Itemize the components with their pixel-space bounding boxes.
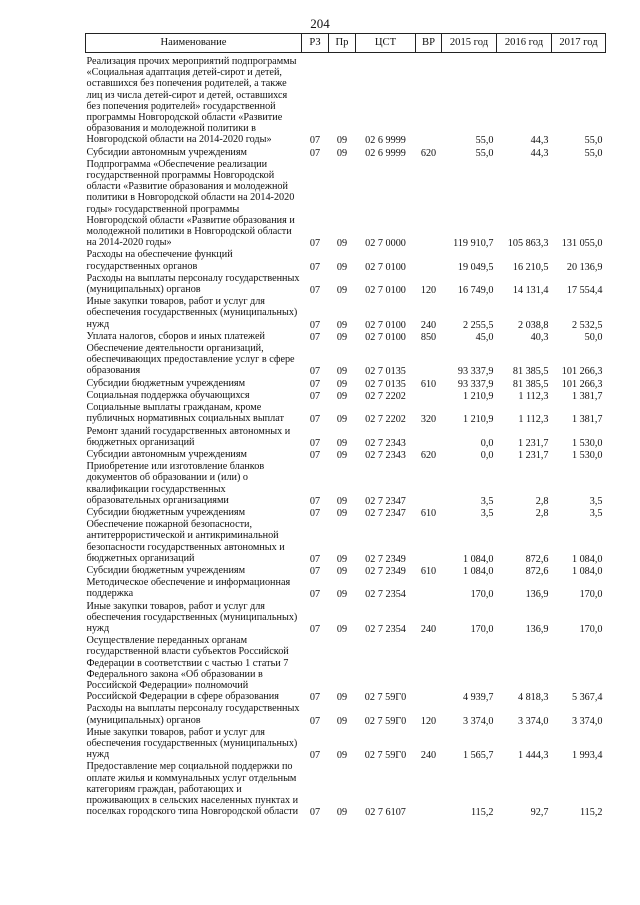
cell-pr: 09 — [336, 437, 348, 449]
table-row — [86, 273, 606, 296]
cell-vr: 850 — [420, 331, 437, 343]
cell-2017: 1 381,7 — [571, 414, 603, 426]
cell-name: Расходы на обеспечение функций государственных органов — [86, 249, 233, 272]
cell-2015: 16 749,0 — [457, 285, 494, 297]
cell-name: Расходы на выплаты персоналу государственных (муниципальных) органов — [86, 703, 300, 726]
column-header-2017: 2017 год — [552, 34, 606, 53]
cell-name: Подпрограмма «Обеспечение реализации государственной программы Новгородской области «Развитие образования и молодежной политики в Новгородской области на 2014-2020 годы» государственной программы Новгородской области «Развитие образования и молодежной политики в Новгородской области на 2014-2020 годы» — [86, 158, 295, 249]
cell-pr: 09 — [336, 378, 348, 390]
table-row — [86, 378, 606, 390]
cell-cst: 02 7 0135 — [365, 378, 406, 390]
table-row — [86, 390, 606, 402]
cell-2017: 1 381,7 — [571, 390, 603, 402]
cell-2016: 1 112,3 — [518, 390, 549, 402]
cell-name: Расходы на выплаты персоналу государственных (муниципальных) органов — [86, 272, 300, 296]
cell-pr: 09 — [336, 261, 348, 273]
cell-rz: 07 — [309, 285, 321, 297]
cell-name: Осуществление переданных органам государственной власти субъектов Российской Федерации в соответствии с частью 1 статьи 7 Федерального закона «Об образовании в Российской Федерации» полномочий Российской Федерации в сфере образования — [86, 635, 289, 703]
cell-2015: 55,0 — [475, 135, 494, 147]
cell-name: Иные закупки товаров, работ и услуг для обеспечения государственных (муниципальных) нужд — [86, 600, 298, 634]
cell-2017: 170,0 — [579, 623, 603, 635]
cell-vr — [416, 519, 442, 565]
cell-2015: 45,0 — [475, 331, 494, 343]
table-row — [86, 703, 606, 726]
cell-rz: 07 — [309, 553, 321, 565]
cell-pr: 09 — [336, 331, 348, 343]
cell-rz: 07 — [309, 331, 321, 343]
cell-2016: 92,7 — [530, 807, 549, 819]
table-row — [86, 577, 606, 600]
cell-2015: 93 337,9 — [457, 366, 494, 378]
cell-pr: 09 — [336, 589, 348, 601]
cell-2017: 20 136,9 — [566, 261, 603, 273]
cell-pr: 09 — [336, 507, 348, 519]
cell-2015: 1 084,0 — [462, 565, 494, 577]
cell-2015: 3,5 — [480, 495, 494, 507]
cell-2017: 131 055,0 — [561, 238, 603, 250]
cell-2016: 1 444,3 — [517, 750, 549, 762]
cell-2017: 2 532,5 — [571, 319, 603, 331]
cell-2017: 101 266,3 — [561, 366, 603, 378]
cell-name: Субсидии бюджетным учреждениям — [86, 377, 246, 389]
cell-vr — [416, 761, 442, 818]
cell-2015: 3,5 — [480, 507, 494, 519]
cell-pr: 09 — [336, 807, 348, 819]
cell-name: Ремонт зданий государственных автономных и бюджетных организаций — [86, 425, 291, 448]
cell-2016: 136,9 — [525, 589, 549, 601]
cell-2016: 1 112,3 — [518, 414, 549, 426]
cell-2015: 1 565,7 — [462, 750, 494, 762]
cell-2016: 16 210,5 — [512, 261, 549, 273]
cell-cst: 02 7 2202 — [365, 390, 406, 402]
cell-cst: 02 7 2343 — [365, 449, 406, 461]
cell-2015: 170,0 — [470, 623, 494, 635]
cell-2015: 2 255,5 — [462, 319, 494, 331]
cell-cst: 02 7 0100 — [365, 261, 406, 273]
cell-vr — [416, 343, 442, 378]
column-header-vr: ВР — [416, 34, 442, 53]
cell-2015: 3 374,0 — [462, 715, 494, 727]
table-row — [86, 331, 606, 343]
cell-2017: 1 084,0 — [571, 553, 603, 565]
cell-rz: 07 — [309, 589, 321, 601]
cell-rz: 07 — [309, 366, 321, 378]
cell-cst: 02 7 2347 — [365, 495, 406, 507]
table-row — [86, 601, 606, 636]
cell-2015: 19 049,5 — [457, 261, 494, 273]
cell-vr: 610 — [420, 507, 437, 519]
cell-2016: 136,9 — [525, 623, 549, 635]
cell-2017: 1 993,4 — [571, 750, 603, 762]
cell-rz: 07 — [309, 750, 321, 762]
cell-2016: 44,3 — [530, 147, 549, 159]
cell-pr: 09 — [336, 715, 348, 727]
cell-2017: 3,5 — [589, 507, 603, 519]
cell-pr: 09 — [336, 147, 348, 159]
cell-2016: 81 385,5 — [512, 378, 549, 390]
cell-cst: 02 7 0100 — [365, 331, 406, 343]
cell-cst: 02 7 2349 — [365, 553, 406, 565]
cell-name: Субсидии бюджетным учреждениям — [86, 506, 246, 518]
cell-2017: 17 554,4 — [566, 285, 603, 297]
cell-2015: 115,2 — [470, 807, 494, 819]
cell-pr: 09 — [336, 414, 348, 426]
cell-vr: 610 — [420, 565, 437, 577]
cell-2017: 3 374,0 — [571, 715, 603, 727]
cell-cst: 02 7 0000 — [365, 238, 406, 250]
page-number: 204 — [310, 16, 330, 31]
cell-2016: 44,3 — [530, 135, 549, 147]
cell-2015: 0,0 — [480, 437, 494, 449]
cell-vr: 120 — [420, 715, 437, 727]
cell-cst: 02 7 0100 — [365, 285, 406, 297]
column-header-pr: Пр — [329, 34, 356, 53]
cell-rz: 07 — [309, 135, 321, 147]
cell-2017: 1 530,0 — [571, 437, 603, 449]
cell-cst: 02 7 2343 — [365, 437, 406, 449]
cell-vr — [416, 577, 442, 600]
cell-pr: 09 — [336, 319, 348, 331]
cell-vr: 610 — [420, 378, 437, 390]
cell-2015: 1 210,9 — [462, 390, 494, 402]
cell-vr — [416, 426, 442, 449]
cell-name: Предоставление мер социальной поддержки по оплате жилья и коммунальных услуг отдельным категориям граждан, работающих и проживающих в сельских населенных пунктах и поселках городского типа Новгородской области — [86, 761, 299, 818]
cell-vr: 240 — [420, 319, 437, 331]
cell-name: Субсидии автономным учреждениям — [86, 448, 247, 460]
cell-cst: 02 7 2354 — [365, 623, 406, 635]
cell-name: Субсидии бюджетным учреждениям — [86, 564, 246, 576]
cell-cst: 02 7 6107 — [365, 807, 406, 819]
table-row — [86, 402, 606, 425]
column-header-rz: РЗ — [302, 34, 329, 53]
cell-vr: 120 — [420, 285, 437, 297]
cell-2015: 93 337,9 — [457, 378, 494, 390]
cell-pr: 09 — [336, 449, 348, 461]
cell-2017: 101 266,3 — [561, 378, 603, 390]
cell-vr — [416, 53, 442, 147]
cell-rz: 07 — [309, 692, 321, 704]
table-row — [86, 159, 606, 250]
cell-name: Уплата налогов, сборов и иных платежей — [86, 330, 265, 342]
cell-2017: 55,0 — [584, 135, 603, 147]
cell-pr: 09 — [336, 623, 348, 635]
cell-pr: 09 — [336, 390, 348, 402]
table-row — [86, 449, 606, 461]
cell-pr: 09 — [336, 565, 348, 577]
cell-2015: 0,0 — [480, 449, 494, 461]
cell-cst: 02 7 2349 — [365, 565, 406, 577]
cell-pr: 09 — [336, 285, 348, 297]
cell-cst: 02 7 2202 — [365, 414, 406, 426]
table-row — [86, 296, 606, 331]
table-row — [86, 249, 606, 272]
cell-vr: 620 — [420, 449, 437, 461]
cell-cst: 02 7 0100 — [365, 319, 406, 331]
cell-cst: 02 7 2347 — [365, 507, 406, 519]
cell-2015: 170,0 — [470, 589, 494, 601]
cell-2015: 1 084,0 — [462, 553, 494, 565]
cell-name: Социальная поддержка обучающихся — [86, 389, 250, 401]
table-row — [86, 635, 606, 703]
table-row — [86, 53, 606, 147]
cell-2015: 55,0 — [475, 147, 494, 159]
cell-vr: 620 — [420, 147, 437, 159]
column-header-cst: ЦСТ — [356, 34, 416, 53]
cell-2016: 3 374,0 — [517, 715, 549, 727]
table-row — [86, 147, 606, 159]
cell-rz: 07 — [309, 414, 321, 426]
cell-pr: 09 — [336, 366, 348, 378]
cell-2017: 1 084,0 — [571, 565, 603, 577]
cell-rz: 07 — [309, 319, 321, 331]
cell-name: Субсидии автономным учреждениям — [86, 146, 247, 158]
table-row — [86, 565, 606, 577]
cell-2016: 81 385,5 — [512, 366, 549, 378]
cell-rz: 07 — [309, 565, 321, 577]
cell-vr — [416, 461, 442, 507]
cell-cst: 02 7 0135 — [365, 366, 406, 378]
cell-rz: 07 — [309, 238, 321, 250]
cell-pr: 09 — [336, 553, 348, 565]
cell-name: Методическое обеспечение и информационная поддержка — [86, 577, 291, 600]
cell-cst: 02 6 9999 — [365, 135, 406, 147]
cell-2015: 119 910,7 — [453, 238, 494, 250]
cell-rz: 07 — [309, 495, 321, 507]
cell-rz: 07 — [309, 437, 321, 449]
cell-name: Иные закупки товаров, работ и услуг для обеспечения государственных (муниципальных) нужд — [86, 296, 298, 330]
cell-2017: 5 367,4 — [571, 692, 603, 704]
cell-rz: 07 — [309, 623, 321, 635]
table-header-row — [86, 34, 606, 53]
cell-name: Приобретение или изготовление бланков документов об образовании и (или) о квалификации государственных образовательных организациями — [86, 461, 265, 506]
cell-2016: 1 231,7 — [517, 449, 549, 461]
cell-2017: 170,0 — [579, 589, 603, 601]
budget-table — [85, 33, 606, 818]
cell-2016: 105 863,3 — [507, 238, 549, 250]
cell-2017: 55,0 — [584, 147, 603, 159]
cell-name: Реализация прочих мероприятий подпрограммы «Социальная адаптация детей-сирот и детей, оставшихся без попечения родителей, а также лиц из числа детей-сирот и детей, оставшихся без попечения родителей» государственной программы Новгородской области «Развитие образования и молодежной политики в Новгородской области на 2014-2020 годы» — [86, 56, 297, 146]
cell-2017: 50,0 — [584, 331, 603, 343]
cell-rz: 07 — [309, 261, 321, 273]
cell-pr: 09 — [336, 692, 348, 704]
table-body — [86, 53, 606, 819]
table-row — [86, 519, 606, 565]
cell-rz: 07 — [309, 449, 321, 461]
cell-2016: 14 131,4 — [512, 285, 549, 297]
cell-2016: 40,3 — [530, 331, 549, 343]
table-row — [86, 343, 606, 378]
cell-vr — [416, 635, 442, 703]
table-row — [86, 426, 606, 449]
cell-pr: 09 — [336, 750, 348, 762]
cell-vr: 240 — [420, 750, 437, 762]
cell-cst: 02 7 59Г0 — [364, 692, 407, 704]
cell-2016: 2,8 — [535, 507, 549, 519]
cell-cst: 02 7 59Г0 — [364, 715, 407, 727]
cell-2017: 3,5 — [589, 495, 603, 507]
cell-2015: 4 939,7 — [462, 692, 494, 704]
cell-rz: 07 — [309, 807, 321, 819]
cell-pr: 09 — [336, 495, 348, 507]
cell-name: Обеспечение деятельности организаций, обеспечивающих предоставление услуг в сфере образования — [86, 343, 295, 377]
table-row — [86, 461, 606, 507]
table-row — [86, 727, 606, 762]
column-header-2016: 2016 год — [497, 34, 552, 53]
cell-vr: 320 — [420, 414, 437, 426]
column-header-name: Наименование — [86, 34, 302, 53]
cell-vr — [416, 159, 442, 250]
cell-cst: 02 7 59Г0 — [364, 750, 407, 762]
table-row — [86, 507, 606, 519]
cell-2017: 115,2 — [579, 807, 603, 819]
cell-2016: 872,6 — [525, 565, 549, 577]
cell-2016: 872,6 — [525, 553, 549, 565]
cell-2016: 4 818,3 — [517, 692, 549, 704]
column-header-2015: 2015 год — [442, 34, 497, 53]
cell-2016: 1 231,7 — [517, 437, 549, 449]
cell-rz: 07 — [309, 390, 321, 402]
table-row — [86, 761, 606, 818]
cell-cst: 02 6 9999 — [365, 147, 406, 159]
cell-name: Обеспечение пожарной безопасности, антитеррористической и антикриминальной безопасности государственных автономных и бюджетных организаций — [86, 519, 285, 564]
cell-cst: 02 7 2354 — [365, 589, 406, 601]
cell-name: Социальные выплаты гражданам, кроме публичных нормативных социальных выплат — [86, 402, 284, 425]
cell-pr: 09 — [336, 238, 348, 250]
cell-2016: 2 038,8 — [517, 319, 549, 331]
cell-rz: 07 — [309, 147, 321, 159]
cell-rz: 07 — [309, 507, 321, 519]
cell-2016: 2,8 — [535, 495, 549, 507]
cell-name: Иные закупки товаров, работ и услуг для обеспечения государственных (муниципальных) нужд — [86, 726, 298, 761]
cell-vr — [416, 249, 442, 272]
cell-vr: 240 — [420, 623, 437, 635]
cell-2017: 1 530,0 — [571, 449, 603, 461]
cell-vr — [416, 390, 442, 402]
cell-rz: 07 — [309, 378, 321, 390]
cell-2015: 1 210,9 — [462, 414, 494, 426]
cell-pr: 09 — [336, 135, 348, 147]
cell-rz: 07 — [309, 715, 321, 727]
